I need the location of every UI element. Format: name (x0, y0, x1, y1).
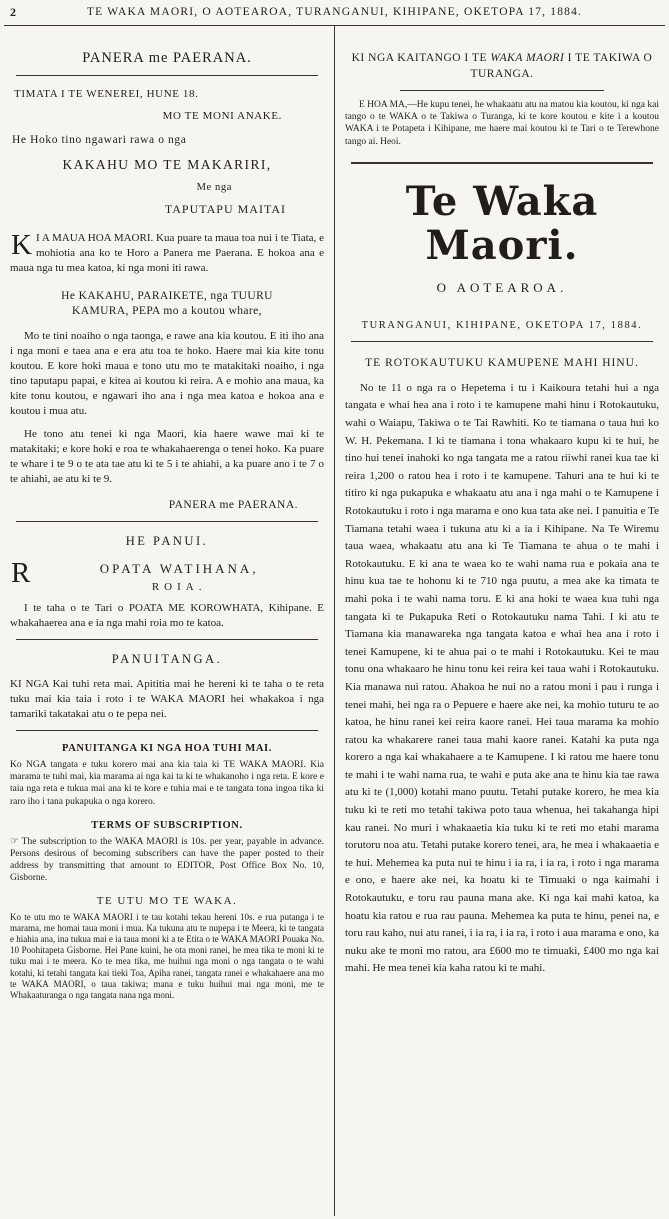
ad-cash-only-line: MO TE MONI ANAKE. (162, 110, 282, 122)
newspaper-running-title: TE WAKA MAORI, O AOTEAROA, TURANGANUI, KIHIPANE, OKETOPA 17, 1884. (86, 6, 583, 18)
heading-post: I TE TAKIWA O TURANGA. (470, 52, 653, 80)
ad-paragraph-2: Mo te tini noaiho o nga taonga, e rawe ana kia koutou. E iti iho ana i nga moni e taea ana e era atu toa te hoko. Haere mai kia kite tonu koutou. E kore hoki maua e tono utu mo te matakitaki noaiho, i nga tino taputapu papai, e kitea ai koutou ki reira. A e mohio ana maua, ka kite tonu koutou, e ngawari iho ana i nga mea katoa e hokoa ana e koutou i mua atu. (10, 330, 324, 417)
panuitanga-hoa-body: Ko NGA tangata e tuku korero mai ana kia taia ki TE WAKA MAORI. Kia marama te tuhi mai, kia marama ai nga kai ta ki te whakanoho i nga reta. E kore e taia nga reta e tukua mai ana ki te kore e tuhia mai e te tangata tona ingoa tika ki raro iho i tana pukapuka o nga korero. (10, 760, 324, 807)
ad-me-nga-line: Me nga (196, 182, 232, 193)
lawyer-name: OPATA WATIHANA, (99, 561, 259, 576)
right-column (335, 26, 669, 1216)
lawyer-notice (10, 559, 324, 593)
page-header (0, 0, 669, 22)
ad-subhead-line-1: He KAKAHU, PARAIKETE, nga TUURU (61, 290, 273, 302)
left-column (0, 26, 334, 1216)
te-utu-heading: TE UTU MO TE WAKA. (96, 894, 238, 907)
terms-of-subscription-heading: TERMS OF SUBSCRIPTION. (91, 819, 243, 831)
lawyer-role: ROIA. (151, 581, 207, 593)
ad-signature: PANERA me PAERANA. (168, 499, 298, 511)
ad-hardware-line: TAPUTAPU MAITAI (164, 202, 286, 216)
lawyer-notice-body: I te taha o te Tari o POATA ME KOROWHATA, Kihipane. E whakahaerea ana e ia nga mahi roia mo te katoa. (10, 602, 324, 629)
ad-goods-line: KAKAHU MO TE MAKARIRI, (62, 157, 272, 172)
masthead (345, 177, 659, 296)
dateline: TURANGANUI, KIHIPANE, OKETOPA 17, 1884. (361, 319, 643, 331)
columns-container (0, 26, 669, 1216)
masthead-subtitle: O AOTEAROA. (436, 279, 568, 295)
ad-paragraph-1-text: I A MAUA HOA MAORI. Kua puare ta maua toa nui i te Tiata, e mohiotia ana ko te Horo a Panera me Paerana. E hokoa ana e maua nga tu mea katoa, ki nga moni iti rawa. (10, 232, 324, 274)
subscribers-notice-heading (345, 50, 659, 82)
heading-pre: KI NGA KAITANGO I TE (351, 52, 491, 64)
masthead-title: Te Waka Maori. (405, 177, 599, 269)
panuitanga-body: KI NGA Kai tuhi reta mai. Apititia mai he hereni ki te taha o te reta tuku mai kia taia i roto i te WAKA MAORI hei whakakoa i nga tamariki takatakai atu o te pepa nei. (10, 678, 324, 720)
article-body: No te 11 o nga ra o Hepetema i tu i Kaikoura tetahi hui a nga tangata e whai hea ana i roto i te kamupene mahi hinu i Rotokautuku, wahi o Waiapu, Takiwa o te Tai Rawhiti. Ko te tiamana o taua hui ko W. H. Pekemana. I ki te tiamana i tona whakaaro kupu ki te hui, he tino hui tenei inahoki ko nga tangata me a ratou riiwhi ranei kua tae ki reira 1,200 o ratou hea i roto i te kamupene. Tahuri ana te hui ki te titiro ki nga pukapuka e whakaatu atu ana i nga mahi o te Kamupene i Rotokautuku i roto i nga marama e ono kua tata ake nei. I panuitia e Te Tiamana tetahi waea i tukuna atu ki a ia i Kihipane. Na Te Wiremu taua waea, whakaatu atu ana ki Te Tiamana te ahua o te mahi i Rotokautuku. E ki ana te waea ko te wahi nama rua e pokaia ana te hinu kua tae te hohonu ki te 710 nga puutu, a mea ake ka timata te mahi poka i te wahi nama toru. E ki ana hoki te waea kua tuhi nga tangata ki te Pukapuka Reti o Rotokautuku nama Tahi. I ki atu te Tiamana kia manawareka nga tangata katoa e whai hea ana i roto i tenei Kamupene, ki te ahua pai o te mahi i Rotokautuku. Kei te mau tonu ona whakaaro he hinu tonu kei reira kei taua wahi i Rotokautuku. Kia manawa nui ratou. Ahakoa he nui no a ratou moni i pau i runga i tenei mahi, hei nga ra o Pepuere e haere ake nei, ka mohio tuturu te ao katoa, he hinu ranei kei reira kaore ranei. Hei taua marama ka mohio ratou ka whakarere ranei taua mahi kaore ranei. Katahi ka puta nga korero a nga kai whakahaere a te Kamupene. I ki ratou me haere tonu te mahi i te wahi nama rua, te wahi e puta ake ana te hinu kia tae rawa atu ki te (1,000) kotahi mano puutu. Tetahi putake korero, he mea kia tuku ki te reti mo tetahi takiwa poto taua whenua, hei takahanga hipi kau ranei. No muri i whakaaetia kia tuku ki te reti mo etahi marama torutoru noa atu. Tetahi putake korero tenei, ara, he mea i whakaaetia e te hui. Mehemea ka puta nui te hinu i ia ra, i ia ra, i roto i nga marama e ono, e haere ake nei, ka hoatu ki te Timuaki o nga kaimahi i Rotokautuku, e toru rau pauna mana ake. Ki nga kai mahi katoa, ka hoatu kia ratou e rua rau pauna. Mehemea ka puta te hinu, penei na, e toru rau kaho, nui atu ranei, i ia ra, i ia ra, i roto i aua marama e ono, ka nuku ake te moni mo ratou, ara £600 mo te timuaki, £400 mo nga kai mahi. He mea tenei kia kaha ratou ki te mahi. (345, 381, 659, 975)
ad-intro-line: He Hoko tino ngawari rawa o nga (12, 134, 187, 146)
section-divider (16, 75, 318, 76)
section-divider (400, 90, 604, 91)
ad-start-date-line: TIMATA I TE WENEREI, HUNE 18. (14, 88, 199, 100)
te-utu-body: Ko te utu mo te WAKA MAORI i te tau kotahi tekau hereni 10s. e rua putanga i te marama, me homai taua moni i mua. Ka tukuna atu te nupepa i te Meera, ki te tangata e hiahia ana, ina tukua mai e ia taua moni ki a te Etita o te WAKA MAORI Pouaka No. 10 Poohitapeta Gisborne. Hei Pane kuini, he ota moni ranei, he mea tika te moni ki te tuku mai i te meera. Ko te mea tika, me huihui nga moni o nga tangata o te wahi kotahi, ki tetahi tangata kai tieki Toa, Apiha ranei, tangata ranei e whakahaere ana mo te WAKA MAORI, o taua takiwa; mana e tuku huihui mai nga moni, me te Whakaaturanga o nga tangata nana nga moni. (10, 911, 324, 1001)
section-divider (16, 730, 318, 731)
page-number: 2 (10, 5, 16, 19)
dateline-rule (351, 341, 653, 342)
dropcap-initial: K (11, 229, 32, 261)
ad-paragraph-1 (10, 231, 324, 276)
section-divider (16, 639, 318, 640)
article-heading: TE ROTOKAUTUKU KAMUPENE MAHI HINU. (365, 356, 639, 369)
terms-of-subscription-body: ☞ The subscription to the WAKA MAORI is 10s. per year, payable in advance. Persons desirous of becoming subscribers can have the paper posted to their address by transmitting that amount to EDITOR, Post Office Box No. 10, Gisborne. (10, 836, 324, 884)
ad-subhead-line-2: KAMURA, PEPA mo a koutou whare, (72, 305, 262, 317)
panera-ad-heading: PANERA me PAERANA. (82, 50, 252, 66)
masthead-top-rule (351, 162, 653, 164)
heading-italic-title: WAKA MAORI (490, 52, 565, 64)
dropcap-initial: R (11, 559, 31, 589)
ad-paragraph-3: He tono atu tenei ki nga Maori, kia haere wawe mai ki te matakitaki; e kore hoki e roa te whakahaerenga o tenei hoko. Ka puare te whare i te 9 o te ata tae atu ki te 5 i te ahiahi, a ka puare ano i te 7 o te ahiahi, ae atu ki te 9. (10, 428, 324, 485)
panuitanga-hoa-heading: PANUITANGA KI NGA HOA TUHI MAI. (62, 743, 272, 754)
subscribers-notice-body: E HOA MA,—He kupu tenei, he whakaatu atu na matou kia koutou, ki nga kai tango o te WAKA o te Takiwa o Turanga, ki te kore koutou e kite i a koutou WAKA i te Potapeta i Kihipane, me haere mai koutou ki te Tari o te Terewhone tango ai. Heoi. (345, 100, 659, 147)
panuitanga-heading: PANUITANGA. (111, 652, 223, 666)
he-panui-heading: HE PANUI. (125, 534, 209, 548)
section-divider (16, 521, 318, 522)
